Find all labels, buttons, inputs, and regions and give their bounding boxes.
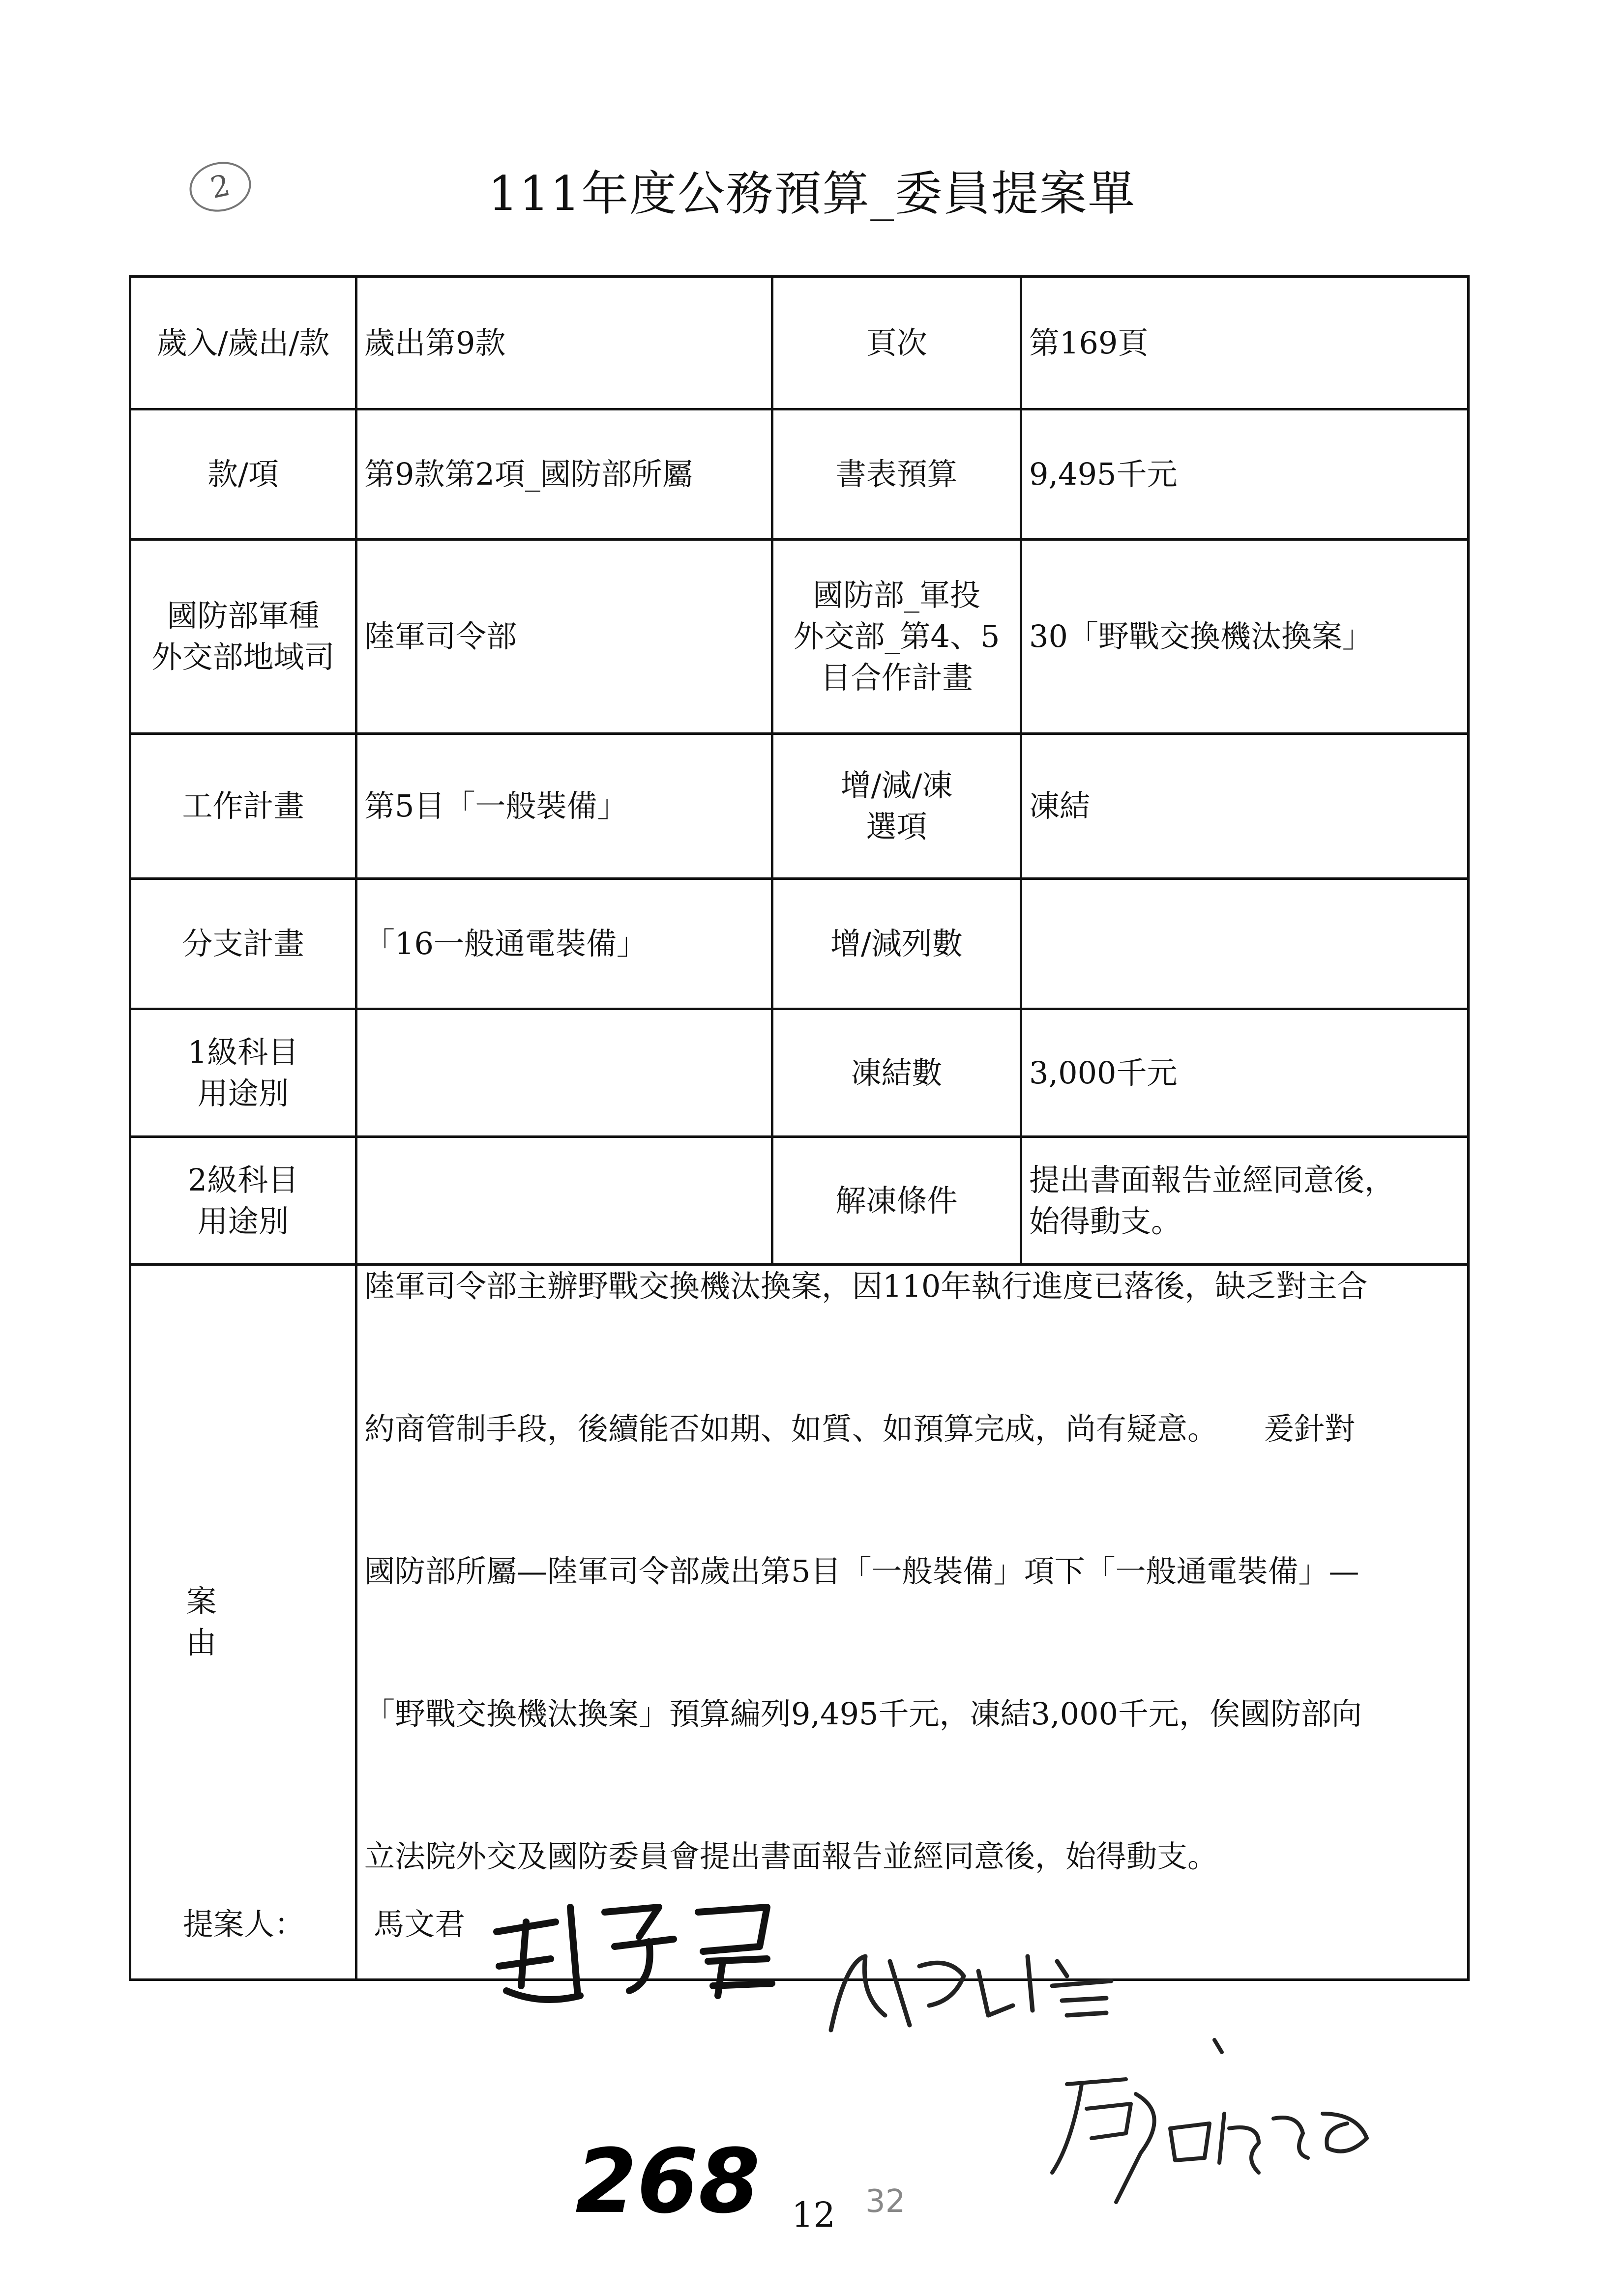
label-level1-subject-line1: 1級科目: [187, 1034, 299, 1070]
label-reason-text: 案由: [186, 1583, 300, 1660]
signature-2: [831, 1956, 1111, 2030]
handwritten-page-note: [865, 2183, 905, 2220]
label-section: 款/項: [130, 409, 356, 540]
label-adjust-amount: 增/減列數: [772, 879, 1021, 1009]
value-section: 第9款第2項_國防部所屬: [356, 409, 772, 540]
label-work-plan: 工作計畫: [130, 734, 356, 879]
label-level2-subject-line1: 2級科目: [187, 1162, 299, 1198]
label-level2-subject-line2: 用途別: [197, 1203, 289, 1239]
proposer-name: 馬文君: [374, 1906, 466, 1942]
value-cooperation-plan: 30「野戰交換機汰換案」: [1021, 540, 1469, 734]
label-budget-type: 歲入/歲出/款: [130, 277, 356, 409]
label-cooperation-plan-line3: 目合作計畫: [820, 659, 973, 696]
value-branch-plan: 「16一般通電裝備」: [356, 879, 772, 1009]
value-table-budget: 9,495千元: [1021, 409, 1469, 540]
circled-number-text: 2: [207, 168, 233, 206]
reason-line-5: 立法院外交及國防委員會提出書面報告並經同意後，始得動支。: [364, 1838, 1218, 1874]
value-military-branch: 陸軍司令部: [356, 540, 772, 734]
value-unfreeze-condition-line1: 提出書面報告並經同意後，: [1029, 1162, 1395, 1198]
label-military-branch-line1: 國防部軍種: [167, 598, 320, 634]
value-unfreeze-condition-line2: 始得動支。: [1029, 1203, 1182, 1239]
signature-3: [1052, 2040, 1367, 2202]
label-unfreeze-condition: 解凍條件: [772, 1137, 1021, 1265]
value-work-plan: 第5目「一般裝備」: [356, 734, 772, 879]
label-cooperation-plan-line2: 外交部_第4、5: [793, 618, 1000, 655]
label-level1-subject-line2: 用途別: [197, 1075, 289, 1111]
page-title: 111年度公務預算_委員提案單: [488, 166, 1136, 221]
proposer-label: 提案人：: [183, 1906, 305, 1942]
handwritten-number-268: [575, 2130, 760, 2233]
value-freeze-amount: 3,000千元: [1021, 1009, 1469, 1137]
label-table-budget: 書表預算: [772, 409, 1021, 540]
label-adjust-option-line1: 增/減/凍: [840, 767, 953, 804]
reason-line-2: 約商管制手段，後續能否如期、如質、如預算完成，尚有疑意。 爰針對: [364, 1411, 1356, 1447]
handwritten-page-note-text: 32: [865, 2183, 906, 2220]
reason-line-3: 國防部所屬—陸軍司令部歲出第5目「一般裝備」項下「一般通電裝備」—: [364, 1553, 1359, 1589]
page-number: 12: [792, 2195, 836, 2235]
signature-1: [497, 1907, 772, 2000]
value-budget-type: 歲出第9款: [356, 277, 772, 409]
label-military-branch-line2: 外交部地域司: [151, 639, 335, 675]
handwritten-number-text: 268: [575, 2130, 760, 2233]
label-adjust-option-line2: 選項: [866, 809, 927, 844]
label-branch-plan: 分支計畫: [130, 879, 356, 1009]
reason-line-4: 「野戰交換機汰換案」預算編列9,495千元，凍結3,000千元，俟國防部向: [364, 1696, 1362, 1732]
reason-line-1: 陸軍司令部主辦野戰交換機汰換案，因110年執行進度已落後，缺乏對主合: [364, 1268, 1368, 1304]
label-freeze-amount: 凍結數: [772, 1009, 1021, 1137]
value-adjust-option: 凍結: [1021, 734, 1469, 879]
value-page: 第169頁: [1021, 277, 1469, 409]
label-page: 頁次: [772, 277, 1021, 409]
label-cooperation-plan-line1: 國防部_軍投: [812, 577, 980, 613]
